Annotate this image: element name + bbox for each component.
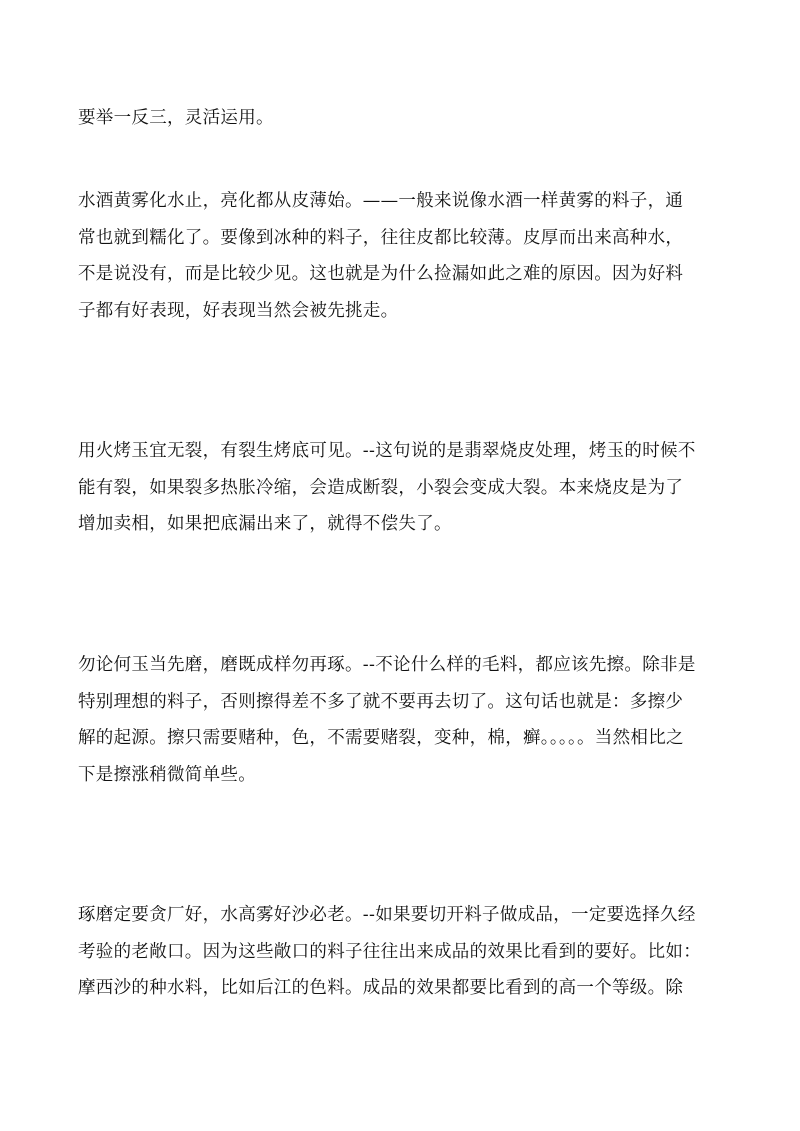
- paragraph-5: [78, 897, 726, 1007]
- text-line: 常也就到糯化了。要像到冰种的料子，往往皮都比较薄。皮厚而出来高种水，: [78, 227, 684, 248]
- paragraph-3: [78, 433, 726, 543]
- text-line: 下是擦涨稍微简单些。: [78, 765, 256, 786]
- text-line: 水酒黄雾化水止，亮化都从皮薄始。——一般来说像水酒一样黄雾的料子，通: [78, 191, 684, 211]
- paragraph-4: [78, 647, 726, 794]
- text-line: 特别理想的料子，否则擦得差不多了就不要再去切了。这句话也就是：多擦少: [78, 691, 684, 712]
- text-line: 考验的老敞口。因为这些敞口的料子往往出来成品的效果比看到的要好。比如：: [78, 941, 701, 962]
- text-line: 勿论何玉当先磨，磨既成样勿再琢。--不论什么样的毛料，都应该先擦。除非是: [78, 655, 696, 675]
- paragraph-1: [78, 100, 726, 137]
- paragraph-2: [78, 183, 726, 330]
- text-line: 摩西沙的种水料，比如后江的色料。成品的效果都要比看到的高一个等级。除: [78, 978, 684, 999]
- text-line: 用火烤玉宜无裂，有裂生烤底可见。--这句说的是翡翠烧皮处理，烤玉的时候不: [78, 441, 696, 461]
- text-line: 要举一反三，灵活运用。: [78, 108, 274, 128]
- text-line: 增加卖相，如果把底漏出来了，就得不偿失了。: [78, 514, 452, 535]
- text-line: 不是说没有，而是比较少见。这也就是为什么捡漏如此之难的原因。因为好料: [78, 264, 684, 285]
- text-line: 解的起源。擦只需要赌种，色，不需要赌裂，变种，棉，癣。。。。。当然相比之: [78, 728, 684, 749]
- text-line: 子都有好表现，好表现当然会被先挑走。: [78, 301, 399, 322]
- text-line: 能有裂，如果裂多热胀冷缩，会造成断裂，小裂会变成大裂。本来烧皮是为了: [78, 477, 684, 498]
- text-line: 琢磨定要贪厂好，水高雾好沙必老。--如果要切开料子做成品，一定要选择久经: [78, 905, 696, 925]
